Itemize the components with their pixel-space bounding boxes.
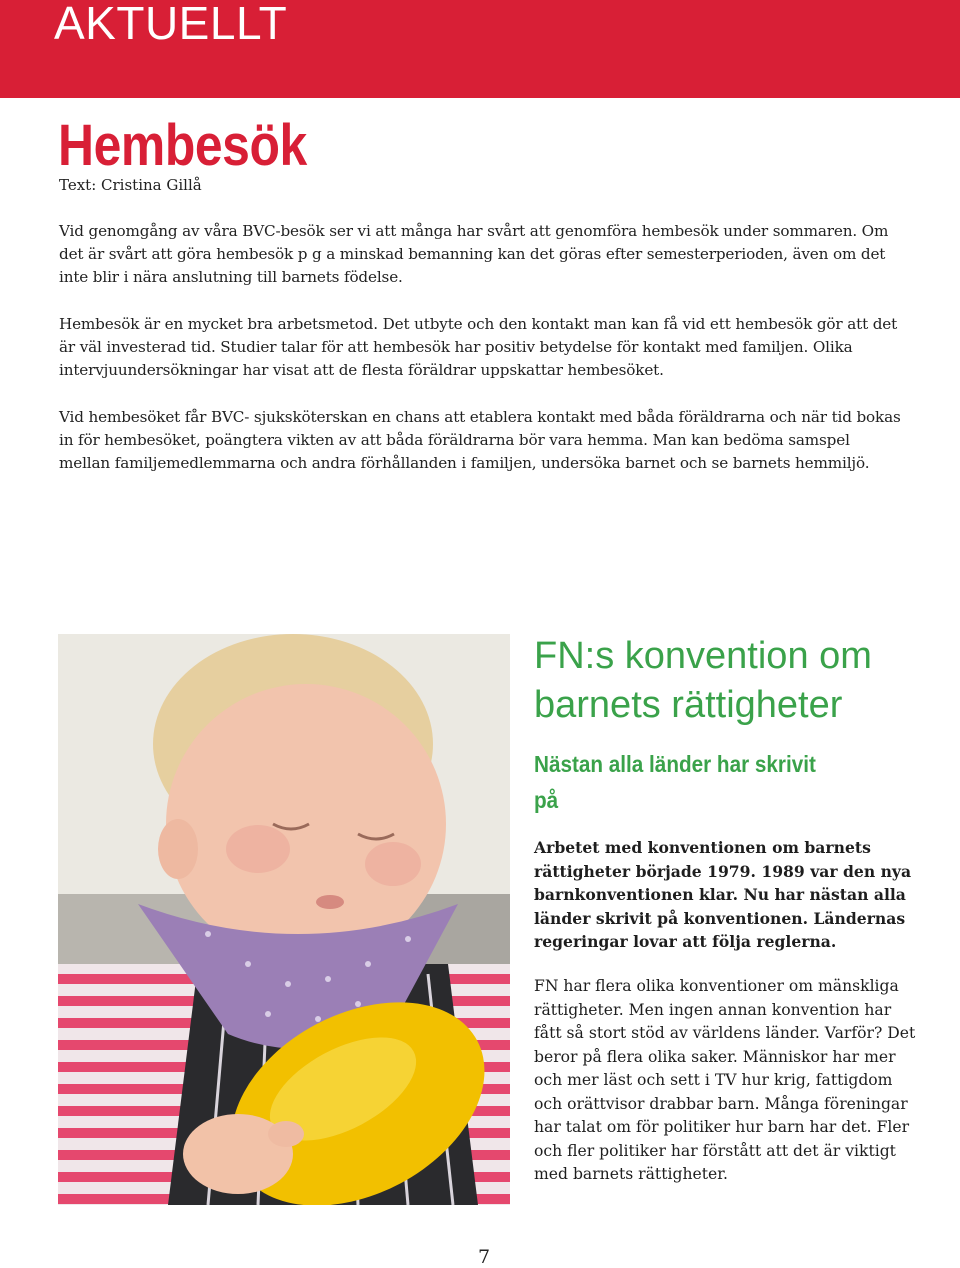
sidebar-heading — [534, 632, 872, 730]
article-paragraph: Hembesök är en mycket bra arbetsmetod. Det utbyte och den kontakt man kan få vid ett hembesök gör att det är väl investerad tid. Studier talar för att hembesök har positiv betydelse för kontakt med familjen. Olika intervjuundersökningar har visat att de flesta föräldrar uppskattar hembesöket. — [59, 315, 898, 379]
baby-with-yellow-toy-photo — [58, 634, 510, 1205]
sidebar-body: FN har flera olika konventioner om mänskliga rättigheter. Men ingen annan konvention har fått så stort stöd av världens länder. Varför? Det beror på flera olika saker. Människor har mer och mer läst och sett i TV hur krig, fattigdom och orättvisor drabbar barn. Många föreningar har talat om för politiker hur barn har det. Fler och fler politiker har förstått att det är viktigt med barnets rättigheter. — [534, 977, 916, 1183]
section-label: AKTUELLT — [54, 0, 288, 49]
article-title: Hembesök — [58, 113, 307, 178]
baby-photo — [58, 634, 510, 1205]
sidebar-subheading: Nästan alla länder har skrivit på — [534, 751, 816, 813]
sidebar-heading-line: FN:s konvention om — [534, 635, 872, 677]
page-number: 7 — [478, 1246, 491, 1268]
sidebar-lead: Arbetet med konventionen om barnets rättigheter började 1979. 1989 var den nya barnkonventionen klar. Nu har nästan alla länder skrivit på konventionen. Ländernas regeringar lovar att följa reglerna. — [534, 838, 912, 951]
article-paragraph: Vid genomgång av våra BVC-besök ser vi att många har svårt att genomföra hembesök under sommaren. Om det är svårt att göra hembesök p g a minskad bemanning kan det göras efter semesterperioden, även om det inte blir i nära anslutning till barnets födelse. — [59, 222, 889, 286]
article-byline: Text: Cristina Gillå — [59, 176, 202, 194]
article-paragraph: Vid hembesöket får BVC- sjuksköterskan en chans att etablera kontakt med båda föräldrarna och när tid bokas in för hembesöket, poängtera vikten av att båda föräldrarna bör vara hemma. Man kan bedöma samspel mellan familjemedlemmarna och andra förhållanden i familjen, undersöka barnet och se barnets hemmiljö. — [59, 408, 901, 472]
sidebar-heading-line: barnets rättigheter — [534, 684, 843, 726]
section-banner — [0, 0, 960, 98]
